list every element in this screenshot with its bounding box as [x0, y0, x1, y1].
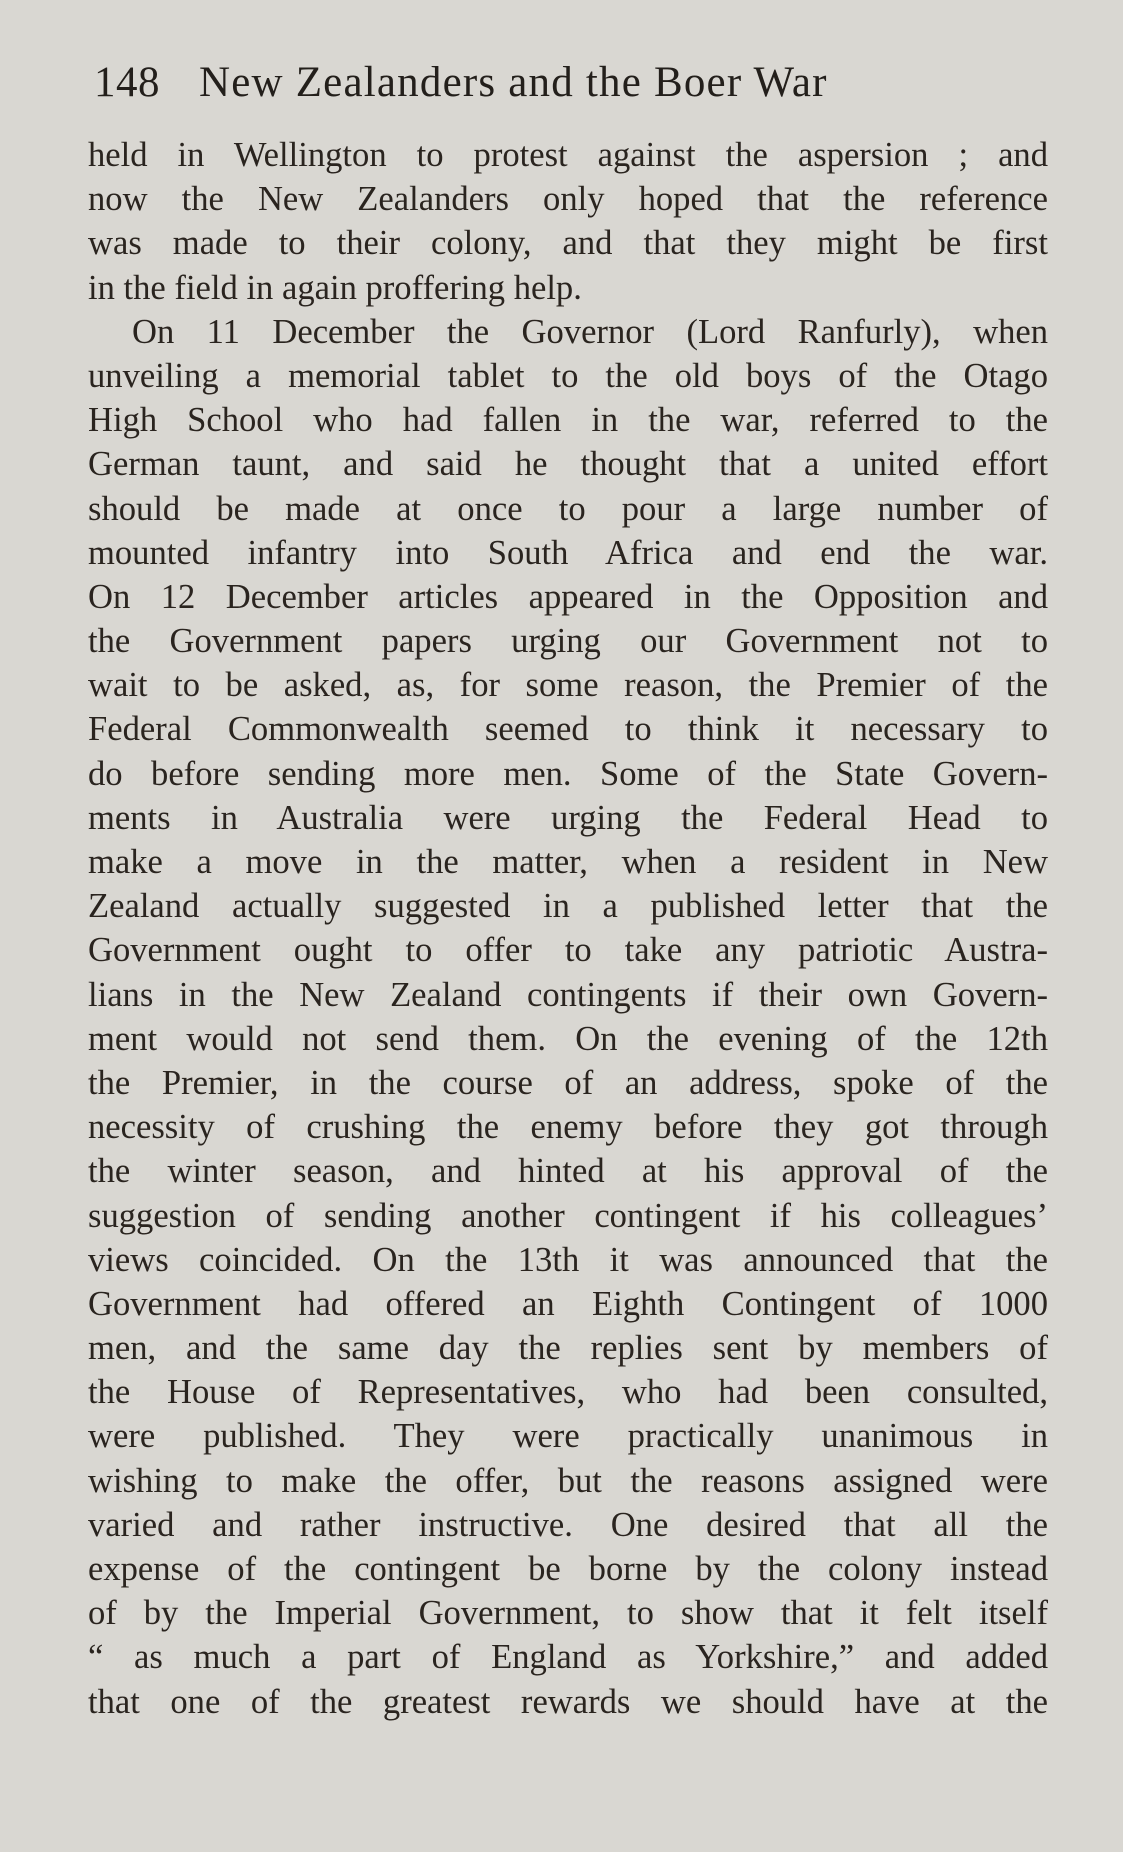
text-line: mounted infantry into South Africa and end the war.	[88, 533, 1048, 572]
text-line: expense of the contingent be borne by the colony instead	[88, 1550, 1048, 1588]
text-line: the Premier, in the course of an address, spoke of the	[88, 1063, 1048, 1102]
page-header	[94, 58, 1052, 118]
text-line: wait to be asked, as, for some reason, the Premier of the	[88, 666, 1048, 705]
text-line: German taunt, and said he thought that a united effort	[88, 445, 1048, 484]
text-line: “ as much a part of England as Yorkshire,” and added	[88, 1638, 1048, 1677]
text-line: On 12 December articles appeared in the Opposition and	[88, 577, 1048, 616]
text-line: High School who had fallen in the war, referred to the	[88, 401, 1048, 440]
text-line: should be made at once to pour a large number of	[88, 489, 1048, 528]
text-line: held in Wellington to protest against the aspersion ; and	[88, 136, 1048, 174]
text-line: views coincided. On the 13th it was announced that the	[88, 1240, 1048, 1279]
text-line: ments in Australia were urging the Federal Head to	[88, 798, 1048, 837]
text-line: of by the Imperial Government, to show that it felt itself	[88, 1594, 1048, 1633]
text-line: unveiling a memorial tablet to the old boys of the Otago	[88, 356, 1048, 395]
text-line: varied and rather instructive. One desired that all the	[88, 1505, 1048, 1544]
text-line: men, and the same day the replies sent by members of	[88, 1329, 1048, 1368]
text-line: lians in the New Zealand contingents if their own Govern-	[88, 975, 1048, 1014]
text-line: suggestion of sending another contingent if his colleagues’	[88, 1196, 1048, 1235]
text-line: Government ought to offer to take any patriotic Austra-	[88, 931, 1048, 970]
text-line: do before sending more men. Some of the State Govern-	[88, 754, 1048, 793]
text-line: Zealand actually suggested in a published letter that the	[88, 887, 1048, 926]
text-line: necessity of crushing the enemy before they got through	[88, 1108, 1048, 1147]
text-line: the winter season, and hinted at his approval of the	[88, 1152, 1048, 1191]
text-line: were published. They were practically unanimous in	[88, 1417, 1048, 1456]
paragraph-start-line: On 11 December the Governor (Lord Ranfurly), when	[132, 312, 1048, 351]
text-line: in the field in again proffering help.	[88, 268, 582, 307]
text-line: that one of the greatest rewards we should have at the	[88, 1682, 1048, 1721]
page-number: 148	[94, 59, 160, 106]
text-line: the House of Representatives, who had been consulted,	[88, 1373, 1048, 1412]
text-line: Federal Commonwealth seemed to think it necessary to	[88, 710, 1048, 749]
running-head: New Zealanders and the Boer War	[198, 59, 828, 106]
text-line: wishing to make the offer, but the reasons assigned were	[88, 1461, 1048, 1500]
text-line: ment would not send them. On the evening of the 12th	[88, 1019, 1048, 1058]
text-line: was made to their colony, and that they might be first	[88, 224, 1048, 263]
text-line: the Government papers urging our Government not to	[88, 622, 1048, 661]
text-line: make a move in the matter, when a resident in New	[88, 843, 1048, 881]
text-line: Government had offered an Eighth Contingent of 1000	[88, 1284, 1048, 1323]
body-text	[88, 133, 1048, 1724]
text-line: now the New Zealanders only hoped that the reference	[88, 180, 1048, 219]
